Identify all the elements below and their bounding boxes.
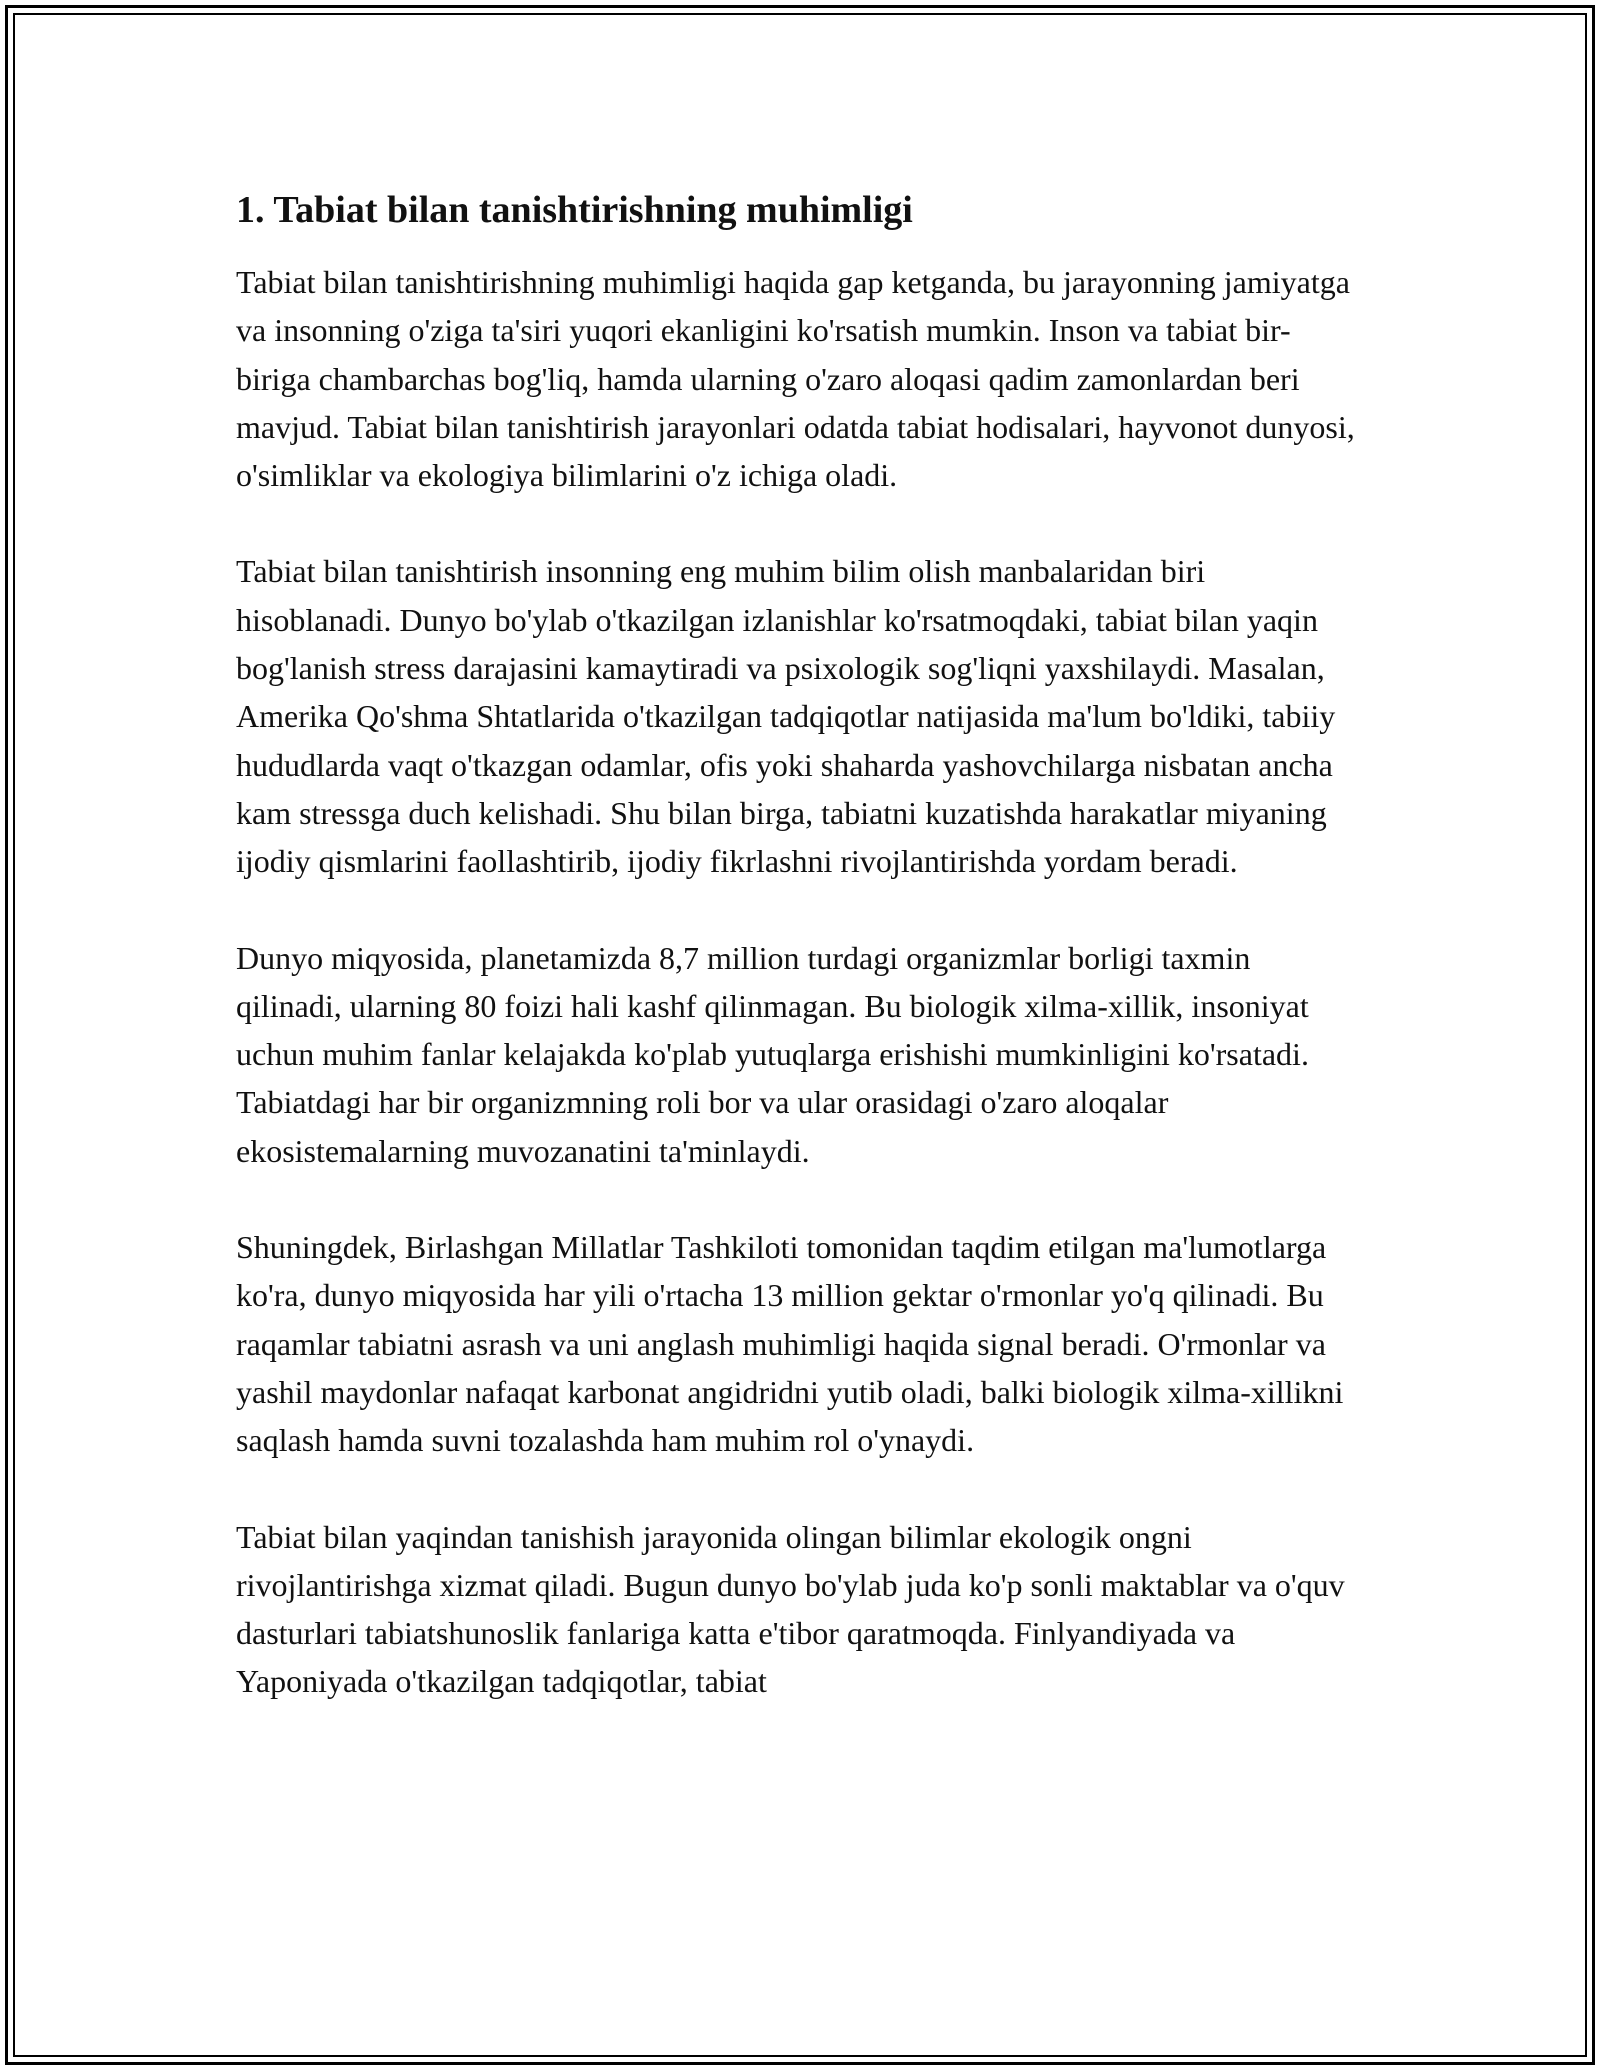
section-heading: 1. Tabiat bilan tanishtirishning muhimligi (236, 189, 913, 231)
paragraph: Shuningdek, Birlashgan Millatlar Tashkiloti tomonidan taqdim etilgan ma'lumotlarga ko'ra, dunyo miqyosida har yili o'rtacha 13 million gektar o'rmonlar yo'q qilinadi. Bu raqamlar tabiatni asrash va uni anglash muhimligi haqida signal beradi. O'rmonlar va yashil maydonlar nafaqat karbonat angidridni yutib oladi, balki biologik xilma-xillikni saqlash hamda suvni tozalashda ham muhim rol o'ynaydi. (236, 1229, 1344, 1459)
paragraph: Tabiat bilan tanishtirishning muhimligi haqida gap ketganda, bu jarayonning jamiyatga va insonning o'ziga ta'siri yuqori ekanligini ko'rsatish mumkin. Inson va tabiat bir-biriga chambarchas bog'liq, hamda ularning o'zaro aloqasi qadim zamonlardan beri mavjud. Tabiat bilan tanishtirish jarayonlari odatda tabiat hodisalari, hayvonot dunyosi, o'simliklar va ekologiya bilimlarini o'z ichiga oladi. (236, 264, 1355, 494)
paragraph: Tabiat bilan tanishtirish insonning eng muhim bilim olish manbalaridan biri hisoblanadi. Dunyo bo'ylab o'tkazilgan izlanishlar ko'rsatmoqdaki, tabiat bilan yaqin bog'lanish stress darajasini kamaytiradi va psixologik sog'liqni yaxshilaydi. Masalan, Amerika Qo'shma Shtatlarida o'tkazilgan tadqiqotlar natijasida ma'lum bo'ldiki, tabiiy hududlarda vaqt o'tkazgan odamlar, ofis yoki shaharda yashovchilarga nisbatan ancha kam stressga duch kelishadi. Shu bilan birga, tabiatni kuzatishda harakatlar miyaning ijodiy qismlarini faollashtirib, ijodiy fikrlashni rivojlantirishda yordam beradi. (236, 553, 1336, 880)
paragraph: Dunyo miqyosida, planetamizda 8,7 million turdagi organizmlar borligi taxmin qilinadi, ularning 80 foizi hali kashf qilinmagan. Bu biologik xilma-xillik, insoniyat uchun muhim fanlar kelajakda ko'plab yutuqlarga erishishi mumkinligini ko'rsatadi. Tabiatdagi har bir organizmning roli bor va ular orasidagi o'zaro aloqalar ekosistemalarning muvozanatini ta'minlaydi. (236, 939, 1309, 1169)
document-body (236, 186, 1364, 1706)
paragraph: Tabiat bilan yaqindan tanishish jarayonida olingan bilimlar ekologik ongni rivojlantirishga xizmat qiladi. Bugun dunyo bo'ylab juda ko'p sonli maktablar va o'quv dasturlari tabiatshunoslik fanlariga katta e'tibor qaratmoqda. Finlyandiyada va Yaponiyada o'tkazilgan tadqiqotlar, tabiat (236, 1518, 1345, 1700)
